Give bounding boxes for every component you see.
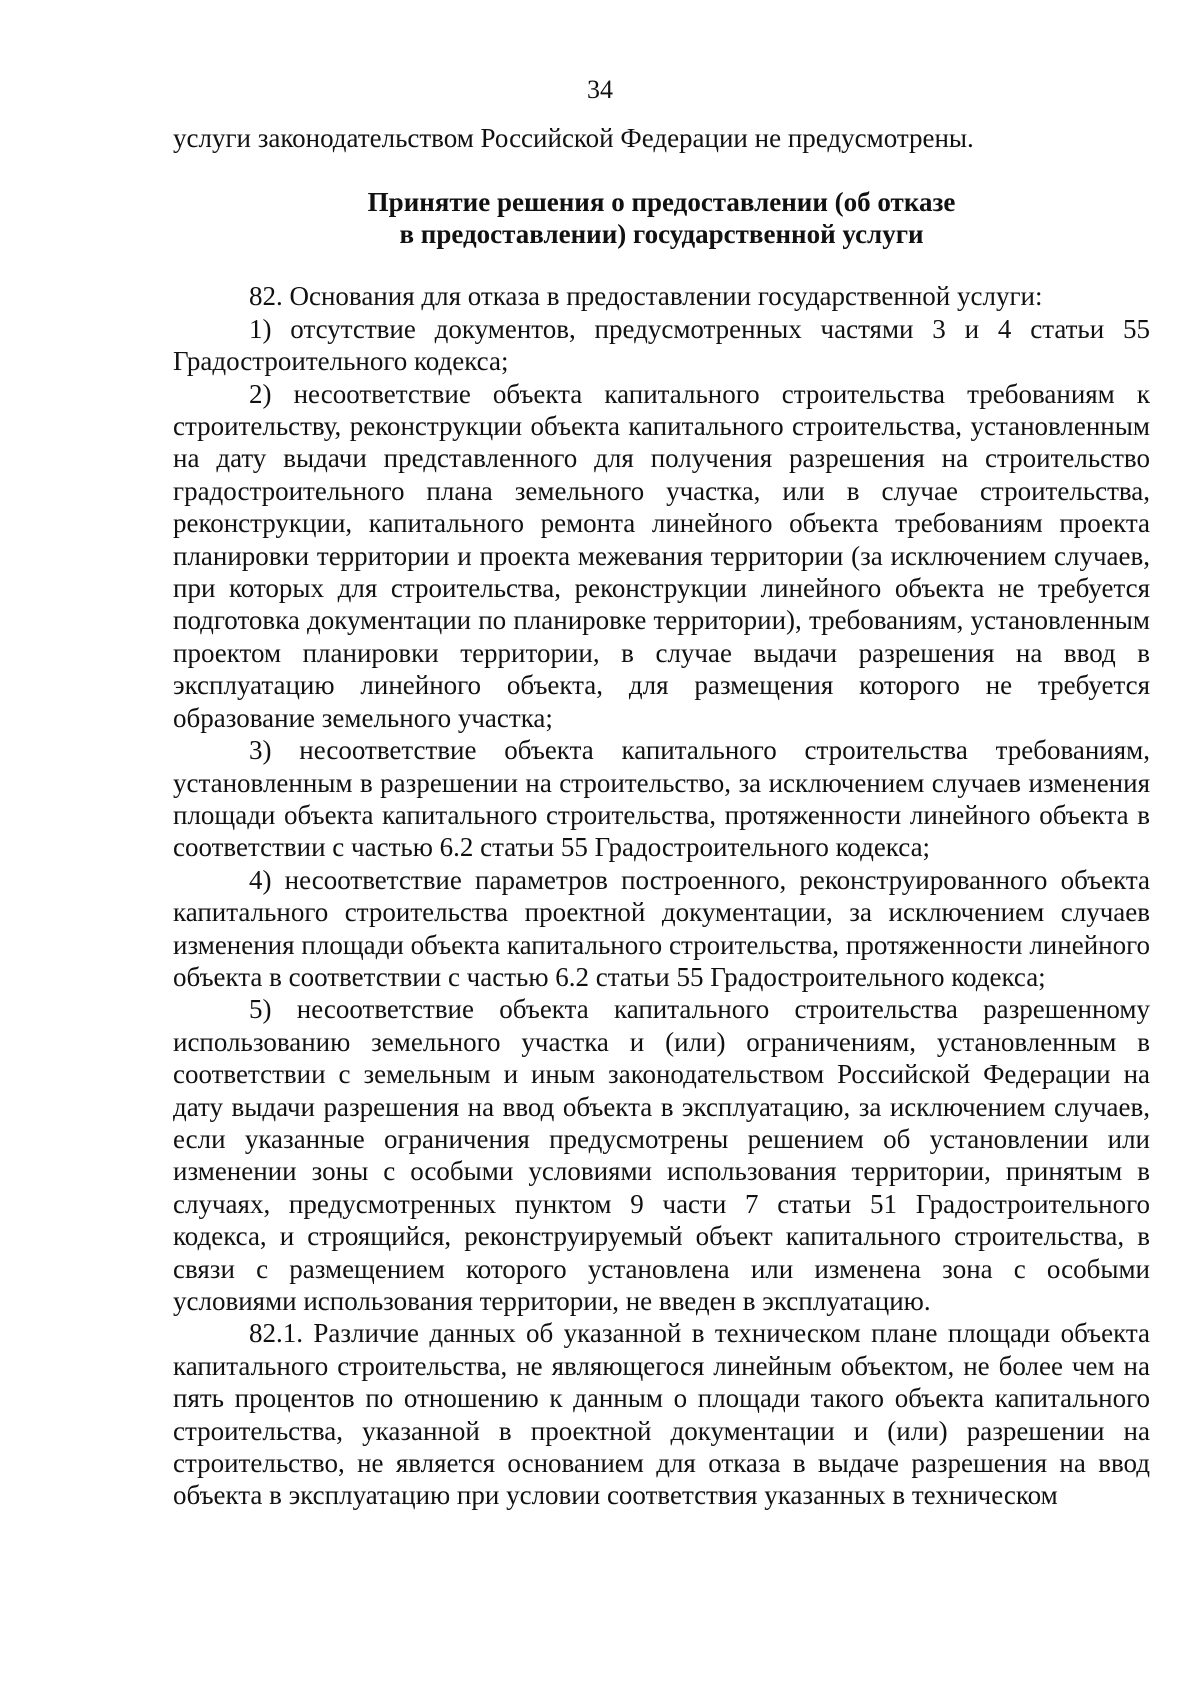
paragraph-82: 82. Основания для отказа в предоставлении государственной услуги: bbox=[249, 281, 1043, 312]
paragraph-item-3: 3) несоответствие объекта капитального строительства требованиям, установленным в разрешении на строительство, за исключением случаев изменения площади объекта капитального строительства, протяженности линейного объекта в соответствии с частью 6.2 статьи 55 Градостроительного кодекса; bbox=[173, 735, 1150, 863]
paragraph-item-1: 1) отсутствие документов, предусмотренных частями 3 и 4 статьи 55 Градостроительного кодекса; bbox=[173, 313, 1150, 377]
paragraph-item-2: 2) несоответствие объекта капитального строительства требованиям к строительству, реконструкции объекта капитального строительства, установленным на дату выдачи представленного для получения разрешения на строительство градостроительного плана земельного участка, или в случае строительства, реконструкции, капитального ремонта линейного объекта требованиям проекта планировки территории и проекта межевания территории (за исключением случаев, при которых для строительства, реконструкции линейного объекта не требуется подготовка документации по планировке территории), требованиям, установленным проектом планировки территории, в случае выдачи разрешения на ввод в эксплуатацию линейного объекта, для размещения которого не требуется образование земельного участка; bbox=[173, 378, 1150, 733]
document-body bbox=[173, 122, 1150, 1512]
paragraph-item-4: 4) несоответствие параметров построенного, реконструированного объекта капитального строительства проектной документации, за исключением случаев изменения площади объекта капитального строительства, протяженности линейного объекта в соответствии с частью 6.2 статьи 55 Градостроительного кодекса; bbox=[173, 864, 1150, 992]
paragraph-82-1: 82.1. Различие данных об указанной в техническом плане площади объекта капитального строительства, не являющегося линейным объектом, не более чем на пять процентов по отношению к данным о площади такого объекта капитального строительства, указанной в проектной документации и (или) разрешении на строительство, не является основанием для отказа в выдаче разрешения на ввод объекта в эксплуатацию при условии соответствия указанных в техническом bbox=[173, 1318, 1150, 1511]
section-heading-line-2: в предоставлении) государственной услуги bbox=[399, 219, 924, 250]
paragraph-item-5: 5) несоответствие объекта капитального строительства разрешенному использованию земельного участка и (или) ограничениям, установленным в соответствии с земельным и иным законодательством Российской Федерации на дату выдачи разрешения на ввод объекта в эксплуатацию, за исключением случаев, если указанные ограничения предусмотрены решением об установлении или изменении зоны с особыми условиями использования территории, принятым в случаях, предусмотренных пунктом 9 части 7 статьи 51 Градостроительного кодекса, и строящийся, реконструируемый объект капитального строительства, в связи с размещением которого установлена или изменена зона с особыми условиями использования территории, не введен в эксплуатацию. bbox=[173, 994, 1150, 1316]
page-number: 34 bbox=[587, 75, 613, 104]
section-heading bbox=[173, 186, 1150, 250]
continuation-text: услуги законодательством Российской Федерации не предусмотрены. bbox=[173, 123, 974, 153]
section-heading-line-1: Принятие решения о предоставлении (об отказе bbox=[367, 187, 956, 218]
